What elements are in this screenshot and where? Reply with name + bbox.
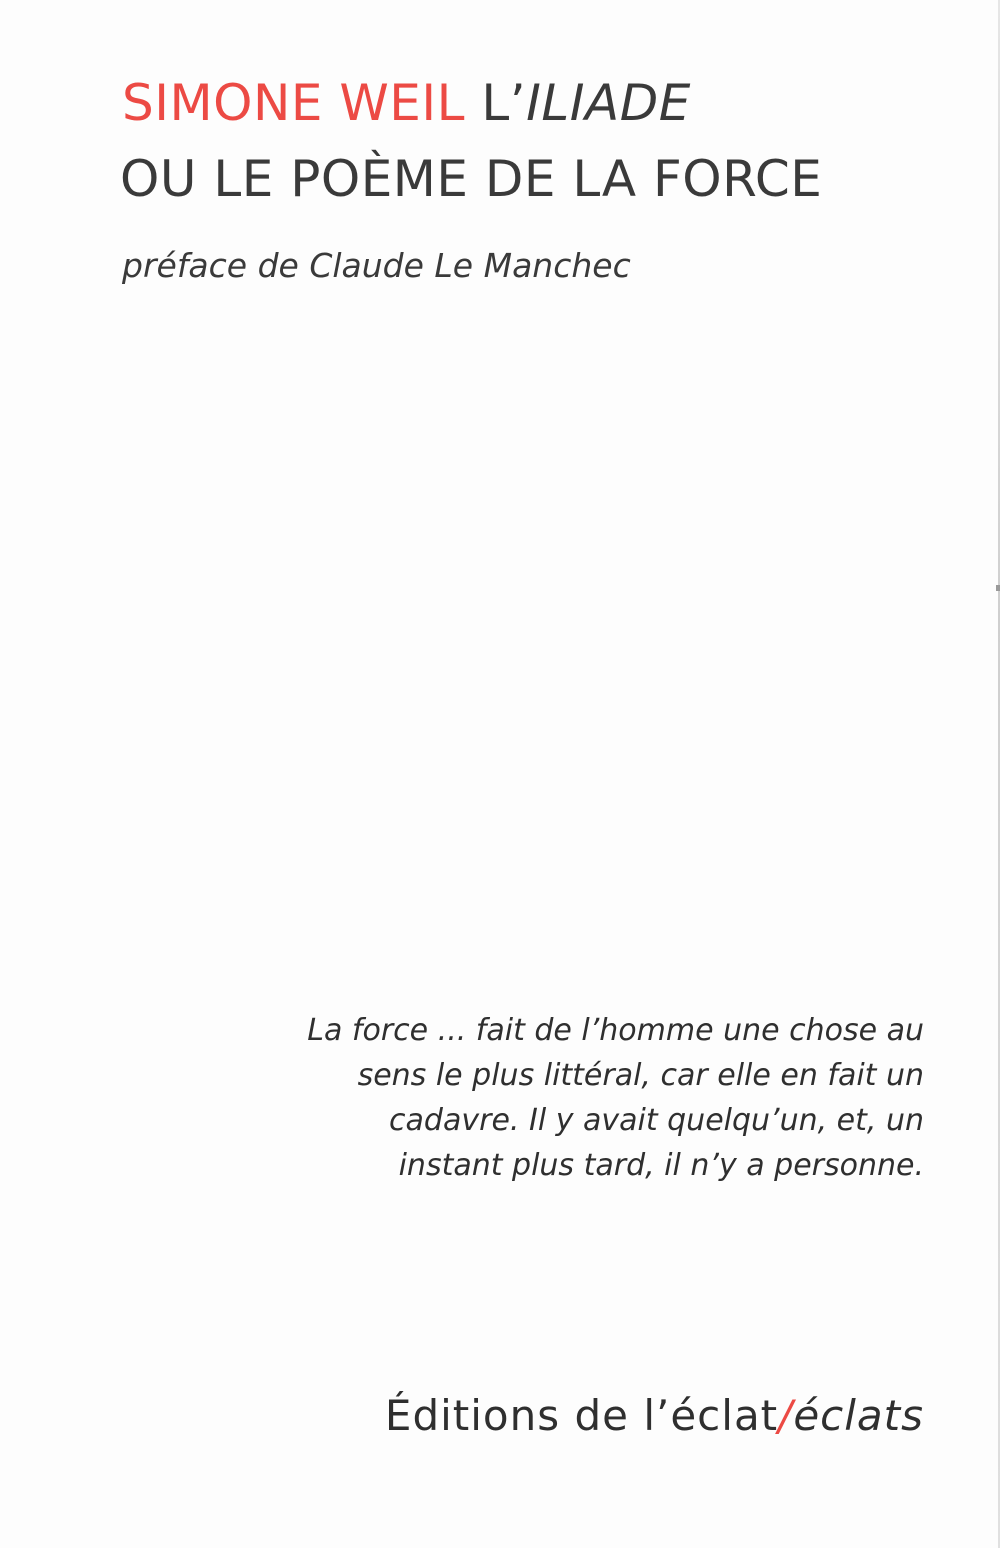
title-line-1	[122, 72, 691, 134]
author-name: SIMONE WEIL	[122, 74, 465, 132]
publisher-imprint	[385, 1388, 924, 1444]
publisher-slash: /	[778, 1391, 794, 1440]
cover-edge-mark	[996, 585, 1000, 591]
preface-credit: préface de Claude Le Manchec	[122, 246, 631, 285]
cover-quote	[204, 1008, 924, 1188]
quote-line: La force ... fait de l’homme une chose au	[307, 1013, 924, 1048]
title-prefix: L’	[481, 74, 527, 132]
collection-name: éclats	[793, 1391, 924, 1440]
quote-line: cadavre. Il y avait quelqu’un, et, un	[389, 1103, 924, 1138]
title-iliade: ILIADE	[526, 74, 691, 132]
quote-line: sens le plus littéral, car elle en fait un	[357, 1058, 924, 1093]
quote-line: instant plus tard, il n’y a personne.	[398, 1148, 924, 1183]
title-line-2: OU LE POÈME DE LA FORCE	[120, 150, 823, 208]
publisher-name: Éditions de l’éclat	[384, 1391, 779, 1440]
